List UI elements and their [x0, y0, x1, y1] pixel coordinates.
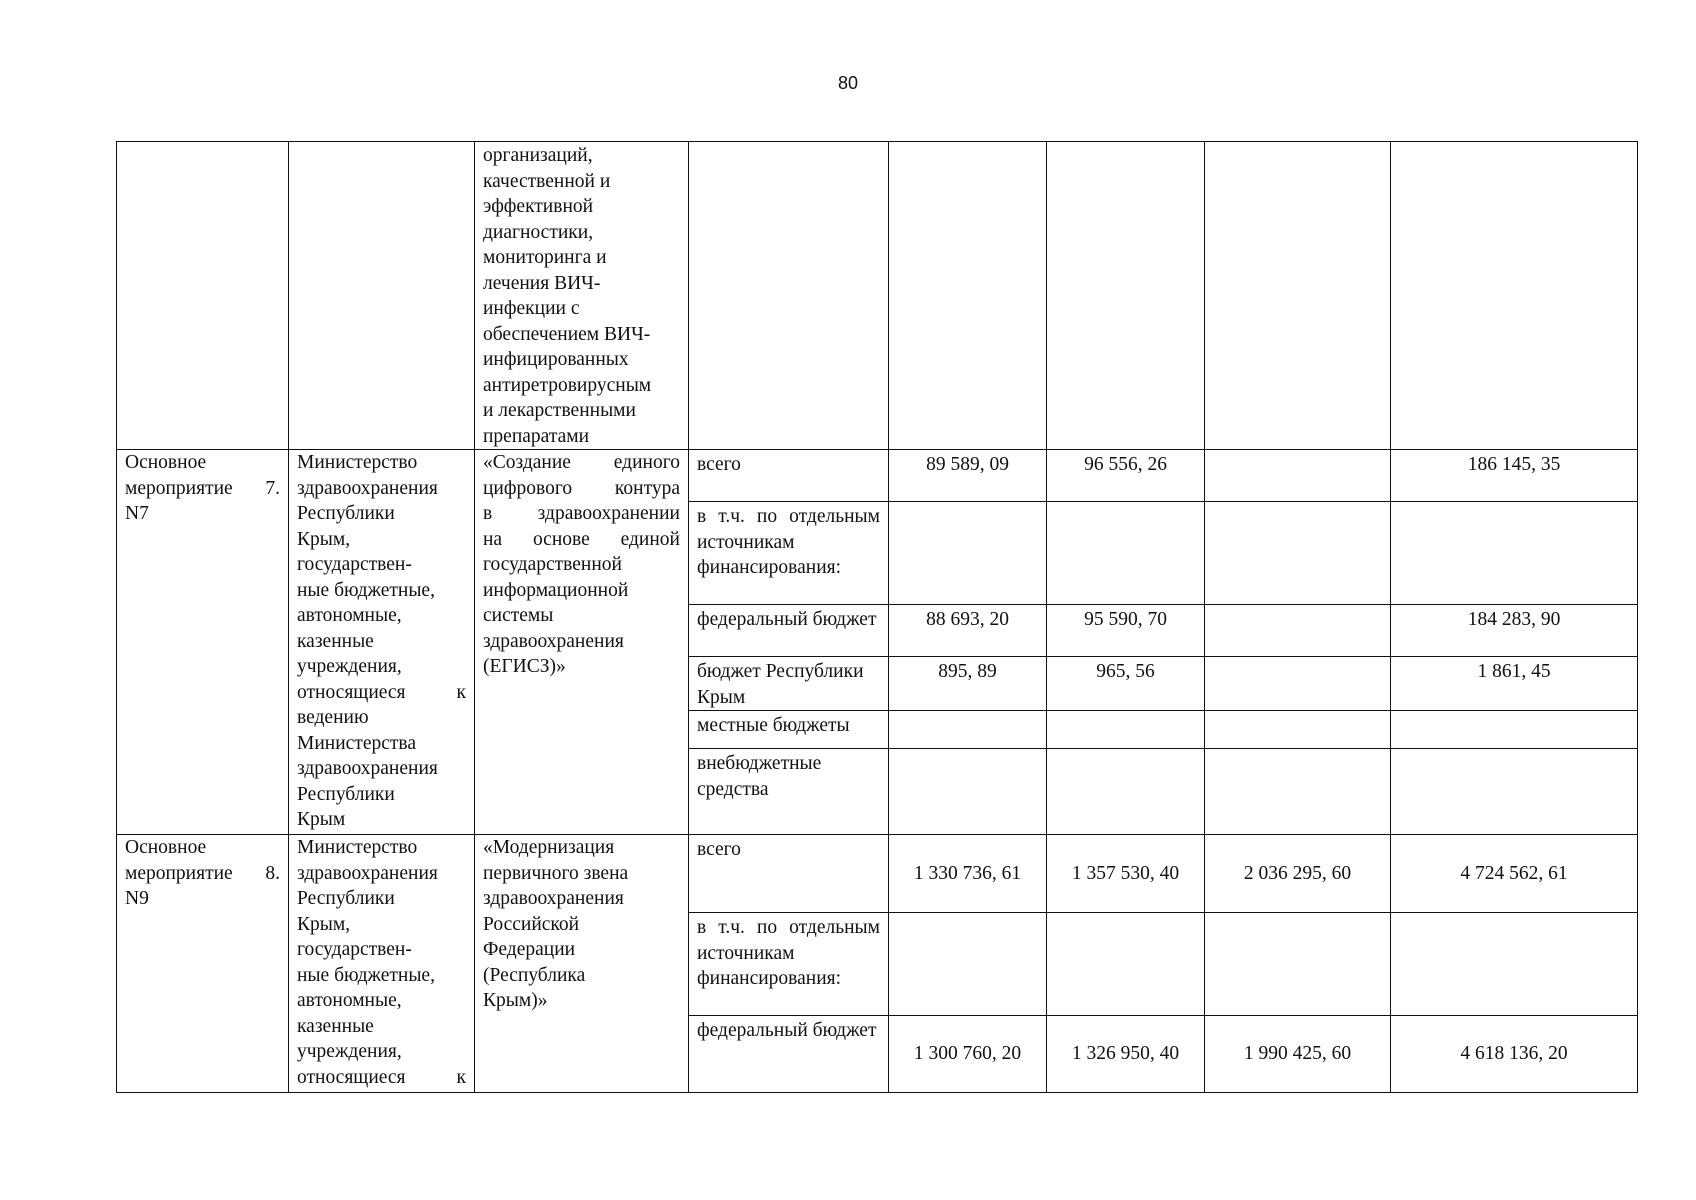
year-3-value	[1205, 657, 1391, 711]
measure-7-description-cell	[475, 450, 689, 835]
total-value: 186 145, 35	[1391, 450, 1638, 502]
description-line: препаратами	[483, 425, 590, 447]
measure-7-row-total	[117, 450, 1638, 502]
description-line: Крым)»	[483, 990, 548, 1011]
continuation-executor-cell	[289, 142, 475, 450]
measure-8-description-cell	[475, 835, 689, 1093]
total-value: 1 861, 45	[1391, 657, 1638, 711]
year-2-value: 965, 56	[1047, 657, 1205, 711]
funding-source-cell: федеральный бюджет	[689, 1016, 889, 1093]
year-1-value	[889, 913, 1047, 1016]
measure-name-line: N7	[125, 503, 149, 524]
funding-source-cell: федеральный бюджет	[689, 605, 889, 657]
description-line: информационной	[483, 579, 629, 601]
year-3-value	[1205, 605, 1391, 657]
executor-line: государствен-	[297, 939, 412, 960]
measure-8-name-cell	[117, 835, 289, 1093]
description-line: «Создание единого	[483, 452, 680, 473]
measure-name-line: N9	[125, 888, 149, 909]
description-line: антиретровирусным	[483, 374, 652, 396]
description-line: здравоохранения	[483, 888, 624, 909]
description-line: инфекции с	[483, 298, 580, 319]
year-1-value	[889, 502, 1047, 605]
description-line: мониторинга и	[483, 247, 607, 268]
measure-name-line: Основное	[125, 837, 207, 858]
executor-line: ные бюджетные,	[297, 579, 435, 601]
executor-line: ведению	[297, 707, 369, 728]
year-3-value	[1205, 502, 1391, 605]
description-line: и лекарственными	[483, 400, 636, 421]
description-line: первичного звена	[483, 862, 629, 884]
year-3-value: 2 036 295, 60	[1205, 835, 1391, 913]
description-line: лечения ВИЧ-	[483, 272, 601, 294]
description-line: Федерации	[483, 939, 576, 960]
year-1-value: 895, 89	[889, 657, 1047, 711]
executor-line: здравоохранения	[297, 862, 438, 884]
description-line: организаций,	[483, 145, 593, 166]
funding-source-cell: в т.ч. по отдельным источникам финансирования:	[689, 913, 889, 1016]
measure-8-row-total	[117, 835, 1638, 913]
executor-line: учреждения,	[297, 656, 402, 677]
continuation-description-cell	[475, 142, 689, 450]
description-line: (ЕГИСЗ)»	[483, 656, 566, 677]
year-1-value: 88 693, 20	[889, 605, 1047, 657]
executor-line: Крым,	[297, 913, 351, 935]
year-1-value: 1 330 736, 61	[889, 835, 1047, 913]
description-line: на основе единой	[483, 528, 680, 550]
page-number: 80	[837, 73, 859, 93]
total-value: 184 283, 90	[1391, 605, 1638, 657]
total-value	[1391, 502, 1638, 605]
description-line: здравоохранения	[483, 630, 624, 652]
executor-line: государствен-	[297, 554, 412, 575]
description-line: инфицированных	[483, 349, 629, 370]
description-line: государственной	[483, 554, 622, 575]
executor-line: Крым	[297, 809, 346, 830]
continuation-value-cell	[1047, 142, 1205, 450]
year-2-value: 1 326 950, 40	[1047, 1016, 1205, 1093]
description-line: Российской	[483, 913, 580, 935]
measure-name-line: мероприятие 8.	[125, 862, 280, 884]
year-2-value	[1047, 711, 1205, 749]
funding-source-cell: всего	[689, 835, 889, 913]
year-3-value	[1205, 749, 1391, 835]
executor-line: здравоохранения	[297, 477, 438, 499]
description-line: эффективной	[483, 196, 594, 217]
year-1-value: 1 300 760, 20	[889, 1016, 1047, 1093]
executor-line: Крым,	[297, 528, 351, 550]
year-1-value	[889, 749, 1047, 835]
continuation-value-cell	[889, 142, 1047, 450]
measure-8-executor-cell	[289, 835, 475, 1093]
total-value: 4 724 562, 61	[1391, 835, 1638, 913]
executor-line: Министерство	[297, 837, 418, 858]
executor-line: Республики	[297, 503, 395, 524]
total-value: 4 618 136, 20	[1391, 1016, 1638, 1093]
measure-name-line: мероприятие 7.	[125, 477, 280, 499]
executor-line: Министерства	[297, 732, 417, 754]
continuation-row	[117, 142, 1638, 450]
year-3-value	[1205, 711, 1391, 749]
executor-line: Республики	[297, 888, 395, 909]
description-line: диагностики,	[483, 221, 594, 243]
year-2-value: 95 590, 70	[1047, 605, 1205, 657]
executor-line: Республики	[297, 783, 395, 805]
executor-line: относящиеся к	[297, 681, 466, 703]
year-1-value: 89 589, 09	[889, 450, 1047, 502]
measure-7-name-cell	[117, 450, 289, 835]
executor-line: автономные,	[297, 605, 402, 626]
year-2-value	[1047, 749, 1205, 835]
executor-line: здравоохранения	[297, 758, 438, 779]
funding-source-cell: бюджет Республики Крым	[689, 657, 889, 711]
description-line: «Модернизация	[483, 837, 615, 858]
continuation-source-cell	[689, 142, 889, 450]
executor-line: относящиеся к	[297, 1066, 466, 1088]
year-2-value: 96 556, 26	[1047, 450, 1205, 502]
executor-line: учреждения,	[297, 1041, 402, 1062]
executor-line: ные бюджетные,	[297, 964, 435, 986]
year-3-value	[1205, 913, 1391, 1016]
description-line: обеспечением ВИЧ-	[483, 323, 651, 345]
description-line: в здравоохранении	[483, 503, 680, 524]
executor-line: казенные	[297, 630, 374, 652]
continuation-total-cell	[1391, 142, 1638, 450]
total-value	[1391, 711, 1638, 749]
description-line: качественной и	[483, 170, 611, 192]
continuation-value-cell	[1205, 142, 1391, 450]
funding-source-cell: в т.ч. по отдельным источникам финансирования:	[689, 502, 889, 605]
measure-7-executor-cell	[289, 450, 475, 835]
total-value	[1391, 749, 1638, 835]
executor-line: Министерство	[297, 452, 418, 473]
funding-source-cell: внебюджетные средства	[689, 749, 889, 835]
executor-line: казенные	[297, 1015, 374, 1037]
year-3-value: 1 990 425, 60	[1205, 1016, 1391, 1093]
continuation-name-cell	[117, 142, 289, 450]
description-line: системы	[483, 605, 554, 626]
funding-source-cell: местные бюджеты	[689, 711, 889, 749]
year-3-value	[1205, 450, 1391, 502]
description-line: (Республика	[483, 964, 586, 986]
funding-source-cell: всего	[689, 450, 889, 502]
year-1-value	[889, 711, 1047, 749]
year-2-value	[1047, 913, 1205, 1016]
executor-line: автономные,	[297, 990, 402, 1011]
year-2-value	[1047, 502, 1205, 605]
funding-table	[116, 141, 1638, 1093]
measure-name-line: Основное	[125, 452, 207, 473]
total-value	[1391, 913, 1638, 1016]
year-2-value: 1 357 530, 40	[1047, 835, 1205, 913]
description-line: цифрового контура	[483, 477, 680, 499]
